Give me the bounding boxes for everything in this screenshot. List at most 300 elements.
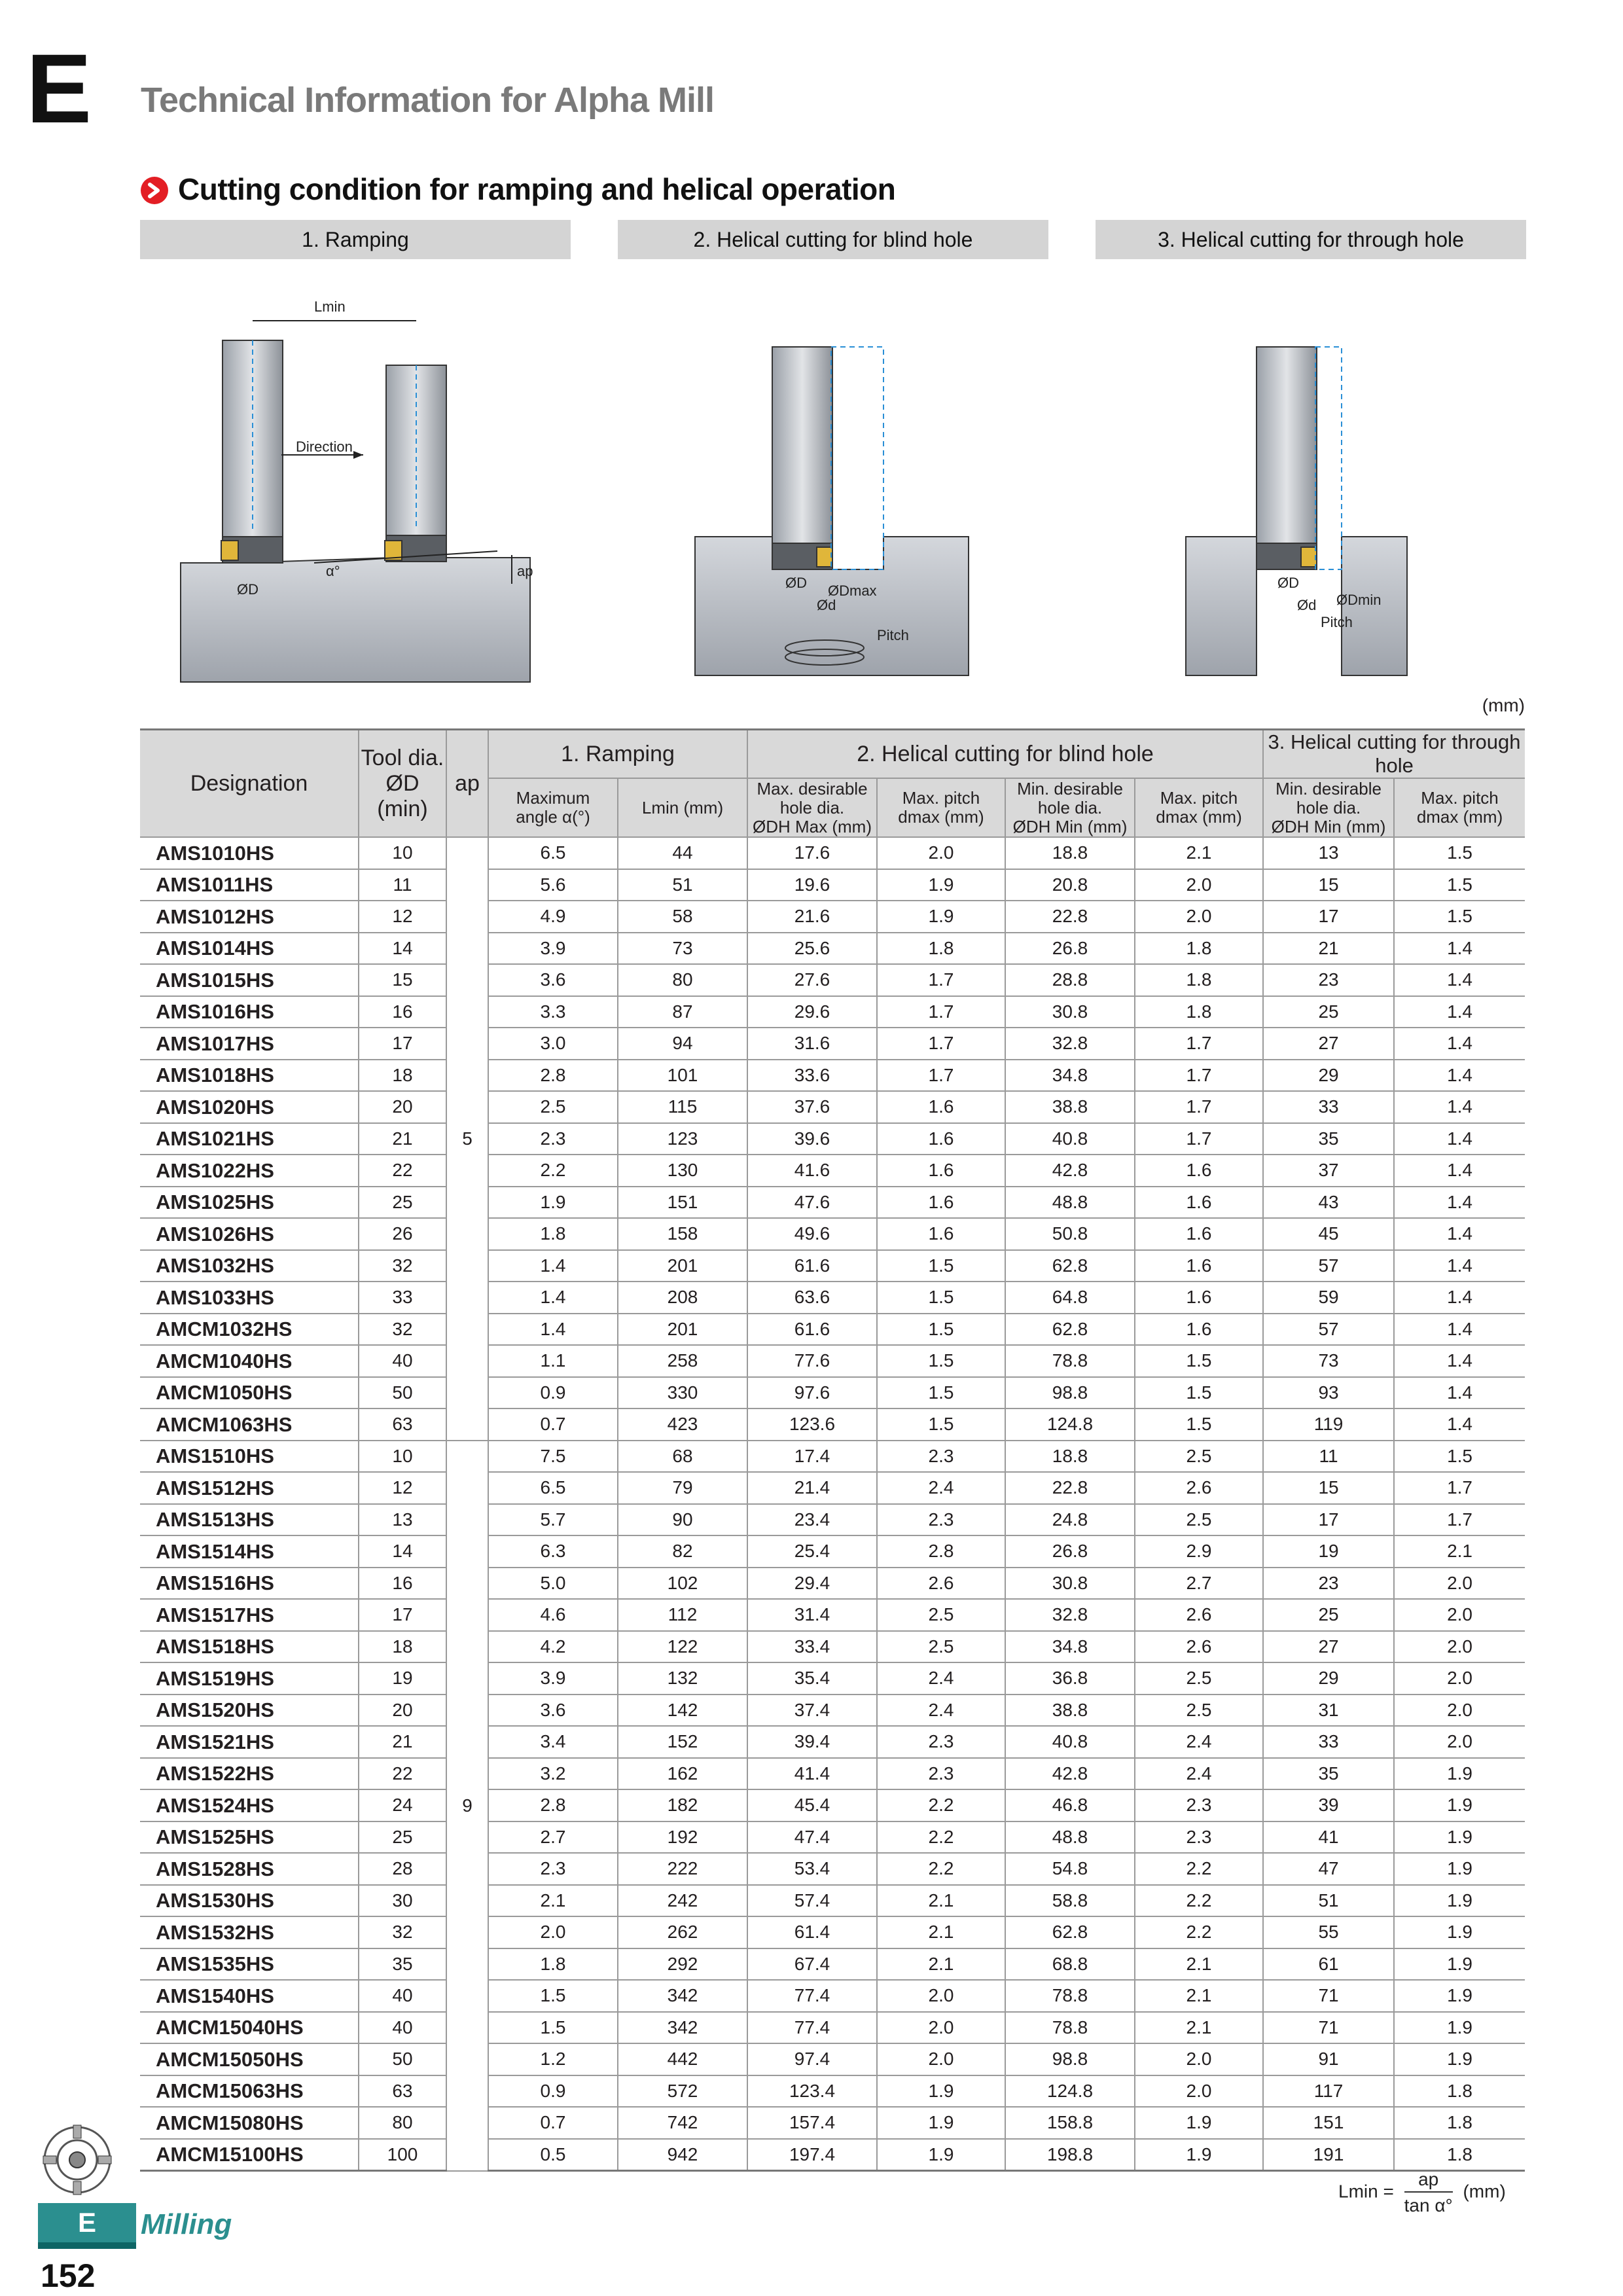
cell-blind-min-dia: 40.8: [1005, 1726, 1135, 1758]
cell-blind-pitch: 1.5: [877, 1250, 1005, 1282]
cell-through-pitch: 1.4: [1394, 1123, 1525, 1155]
header-tool-dia: Tool dia. ØD (min): [359, 730, 446, 838]
cell-blind-max-dia: 39.4: [747, 1726, 877, 1758]
unit-label: (mm): [1482, 695, 1525, 715]
cell-through-pitch: 1.8: [1394, 2075, 1525, 2108]
cell-blind-min-dia: 62.8: [1005, 1314, 1135, 1346]
cell-blind-pitch-2: 2.1: [1135, 1948, 1263, 1981]
cell-blind-max-dia: 25.4: [747, 1535, 877, 1568]
cell-lmin: 262: [618, 1916, 747, 1948]
cell-blind-pitch: 2.0: [877, 2012, 1005, 2044]
cell-max-angle: 5.6: [488, 869, 618, 901]
cell-through-pitch: 1.9: [1394, 1885, 1525, 1917]
cell-max-angle: 2.3: [488, 1123, 618, 1155]
cell-blind-min-dia: 124.8: [1005, 2075, 1135, 2108]
table-row: [140, 1885, 1525, 1917]
cell-blind-pitch: 2.5: [877, 1631, 1005, 1663]
cell-blind-min-dia: 78.8: [1005, 1980, 1135, 2012]
cell-blind-min-dia: 62.8: [1005, 1916, 1135, 1948]
cell-through-pitch: 1.9: [1394, 1916, 1525, 1948]
cell-blind-max-dia: 25.6: [747, 933, 877, 965]
cell-blind-max-dia: 123.6: [747, 1408, 877, 1441]
footer-chapter-tab: E: [38, 2203, 136, 2242]
cell-designation: AMCM15080HS: [140, 2107, 359, 2139]
cell-blind-min-dia: 46.8: [1005, 1789, 1135, 1821]
cell-lmin: 292: [618, 1948, 747, 1981]
cell-blind-max-dia: 23.4: [747, 1504, 877, 1536]
table-row: [140, 2012, 1525, 2044]
cell-blind-pitch-2: 2.0: [1135, 869, 1263, 901]
cell-blind-pitch: 1.5: [877, 1314, 1005, 1346]
cell-tool-dia: 63: [359, 2075, 446, 2108]
table-row: [140, 1441, 1525, 1473]
cell-max-angle: 3.4: [488, 1726, 618, 1758]
cell-through-min-dia: 61: [1263, 1948, 1394, 1981]
cell-through-pitch: 1.4: [1394, 1091, 1525, 1123]
table-row: [140, 1472, 1525, 1504]
header-ap: ap: [446, 730, 488, 838]
cell-through-min-dia: 25: [1263, 1599, 1394, 1631]
cell-designation: AMS1519HS: [140, 1662, 359, 1695]
header-group-through: 3. Helical cutting for through hole: [1263, 730, 1525, 779]
cell-lmin: 68: [618, 1441, 747, 1473]
cell-blind-pitch-2: 2.6: [1135, 1472, 1263, 1504]
cell-lmin: 242: [618, 1885, 747, 1917]
cell-blind-pitch: 1.9: [877, 2107, 1005, 2139]
cell-designation: AMS1021HS: [140, 1123, 359, 1155]
cell-ap: 9: [446, 1441, 488, 2171]
cell-blind-max-dia: 53.4: [747, 1853, 877, 1885]
cell-blind-min-dia: 64.8: [1005, 1282, 1135, 1314]
cell-blind-pitch-2: 1.7: [1135, 1060, 1263, 1092]
header-blind-min-dia: Min. desirable hole dia. ØDH Min (mm): [1005, 778, 1135, 837]
cell-through-min-dia: 33: [1263, 1091, 1394, 1123]
cell-max-angle: 5.0: [488, 1568, 618, 1600]
table-row: [140, 1028, 1525, 1060]
cell-blind-max-dia: 35.4: [747, 1662, 877, 1695]
cell-blind-pitch-2: 2.0: [1135, 2075, 1263, 2108]
cell-blind-max-dia: 157.4: [747, 2107, 877, 2139]
cell-max-angle: 1.9: [488, 1187, 618, 1219]
cell-blind-max-dia: 41.4: [747, 1758, 877, 1790]
cell-max-angle: 3.3: [488, 996, 618, 1028]
cell-lmin: 123: [618, 1123, 747, 1155]
table-row: [140, 1155, 1525, 1187]
cell-blind-max-dia: 31.4: [747, 1599, 877, 1631]
header-lmin: Lmin (mm): [618, 778, 747, 837]
header-blind-max-dia: Max. desirable hole dia. ØDH Max (mm): [747, 778, 877, 837]
cell-tool-dia: 25: [359, 1187, 446, 1219]
cell-blind-pitch: 1.7: [877, 1028, 1005, 1060]
cell-designation: AMS1514HS: [140, 1535, 359, 1568]
cell-designation: AMS1524HS: [140, 1789, 359, 1821]
cell-through-min-dia: 93: [1263, 1377, 1394, 1409]
cell-max-angle: 7.5: [488, 1441, 618, 1473]
cell-max-angle: 0.9: [488, 2075, 618, 2108]
cell-blind-min-dia: 34.8: [1005, 1631, 1135, 1663]
cell-through-pitch: 1.4: [1394, 1028, 1525, 1060]
table-row: [140, 1504, 1525, 1536]
cell-blind-min-dia: 124.8: [1005, 1408, 1135, 1441]
label-od-small: Ød: [1297, 597, 1317, 613]
cell-through-min-dia: 17: [1263, 901, 1394, 933]
cell-blind-max-dia: 61.6: [747, 1314, 877, 1346]
cell-blind-max-dia: 21.6: [747, 901, 877, 933]
cell-tool-dia: 21: [359, 1123, 446, 1155]
table-row: [140, 1980, 1525, 2012]
cell-tool-dia: 24: [359, 1789, 446, 1821]
cell-blind-min-dia: 42.8: [1005, 1758, 1135, 1790]
cell-blind-pitch: 1.5: [877, 1377, 1005, 1409]
cell-blind-pitch: 1.7: [877, 996, 1005, 1028]
cell-max-angle: 3.6: [488, 1695, 618, 1727]
cell-blind-min-dia: 78.8: [1005, 1345, 1135, 1377]
cell-through-pitch: 1.5: [1394, 1441, 1525, 1473]
cell-max-angle: 2.8: [488, 1060, 618, 1092]
cell-blind-max-dia: 21.4: [747, 1472, 877, 1504]
cell-lmin: 112: [618, 1599, 747, 1631]
cell-through-min-dia: 191: [1263, 2139, 1394, 2171]
cell-tool-dia: 12: [359, 901, 446, 933]
cell-tool-dia: 10: [359, 1441, 446, 1473]
cell-blind-pitch: 2.4: [877, 1695, 1005, 1727]
cell-tool-dia: 10: [359, 837, 446, 869]
cell-blind-pitch-2: 2.5: [1135, 1441, 1263, 1473]
cell-through-min-dia: 51: [1263, 1885, 1394, 1917]
table-row: [140, 1662, 1525, 1695]
cell-designation: AMS1032HS: [140, 1250, 359, 1282]
cell-max-angle: 5.7: [488, 1504, 618, 1536]
cell-blind-min-dia: 42.8: [1005, 1155, 1135, 1187]
cell-blind-min-dia: 28.8: [1005, 964, 1135, 996]
cell-through-pitch: 1.4: [1394, 1408, 1525, 1441]
cell-max-angle: 6.3: [488, 1535, 618, 1568]
cell-through-min-dia: 23: [1263, 964, 1394, 996]
cell-blind-min-dia: 34.8: [1005, 1060, 1135, 1092]
cell-blind-min-dia: 20.8: [1005, 869, 1135, 901]
table-row: [140, 2139, 1525, 2171]
cell-through-pitch: 1.9: [1394, 1948, 1525, 1981]
cell-through-min-dia: 29: [1263, 1060, 1394, 1092]
cell-tool-dia: 17: [359, 1599, 446, 1631]
cell-blind-min-dia: 30.8: [1005, 996, 1135, 1028]
cell-blind-pitch: 2.1: [877, 1885, 1005, 1917]
cell-blind-min-dia: 30.8: [1005, 1568, 1135, 1600]
header-through-pitch: Max. pitch dmax (mm): [1394, 778, 1525, 837]
label-pitch: Pitch: [1321, 614, 1353, 630]
cell-blind-pitch-2: 2.0: [1135, 901, 1263, 933]
cell-tool-dia: 30: [359, 1885, 446, 1917]
cell-blind-pitch: 1.6: [877, 1091, 1005, 1123]
cell-tool-dia: 13: [359, 1504, 446, 1536]
cell-blind-pitch: 2.2: [877, 1821, 1005, 1854]
cell-max-angle: 1.8: [488, 1218, 618, 1250]
cutter-icon: [38, 2124, 116, 2196]
table-row: [140, 1091, 1525, 1123]
cell-through-pitch: 2.1: [1394, 1535, 1525, 1568]
cell-max-angle: 3.0: [488, 1028, 618, 1060]
cell-through-min-dia: 45: [1263, 1218, 1394, 1250]
cell-max-angle: 1.4: [488, 1282, 618, 1314]
cell-blind-pitch-2: 2.5: [1135, 1695, 1263, 1727]
header-through-min-dia: Min. desirable hole dia. ØDH Min (mm): [1263, 778, 1394, 837]
cell-blind-pitch-2: 2.9: [1135, 1535, 1263, 1568]
cell-designation: AMS1512HS: [140, 1472, 359, 1504]
cell-through-pitch: 1.4: [1394, 964, 1525, 996]
cell-blind-pitch: 1.7: [877, 1060, 1005, 1092]
cell-designation: AMS1510HS: [140, 1441, 359, 1473]
cell-lmin: 130: [618, 1155, 747, 1187]
cell-blind-pitch: 1.5: [877, 1408, 1005, 1441]
cell-blind-min-dia: 32.8: [1005, 1028, 1135, 1060]
cell-blind-pitch-2: 1.8: [1135, 996, 1263, 1028]
table-row: [140, 837, 1525, 869]
cell-blind-pitch-2: 1.6: [1135, 1218, 1263, 1250]
cell-tool-dia: 63: [359, 1408, 446, 1441]
cell-blind-pitch-2: 2.1: [1135, 837, 1263, 869]
cell-max-angle: 1.2: [488, 2043, 618, 2075]
cell-blind-pitch: 2.5: [877, 1599, 1005, 1631]
cell-through-pitch: 1.9: [1394, 1758, 1525, 1790]
cell-lmin: 423: [618, 1408, 747, 1441]
cell-blind-pitch-2: 2.6: [1135, 1631, 1263, 1663]
header-max-angle: Maximum angle α(°): [488, 778, 618, 837]
cell-through-pitch: 1.9: [1394, 2012, 1525, 2044]
cell-blind-min-dia: 198.8: [1005, 2139, 1135, 2171]
cell-blind-min-dia: 18.8: [1005, 837, 1135, 869]
cell-lmin: 102: [618, 1568, 747, 1600]
cell-lmin: 80: [618, 964, 747, 996]
cell-blind-pitch: 2.3: [877, 1758, 1005, 1790]
cell-designation: AMS1018HS: [140, 1060, 359, 1092]
cutting-condition-table: [140, 728, 1525, 2172]
cell-through-pitch: 1.9: [1394, 1821, 1525, 1854]
cell-blind-pitch: 2.0: [877, 1980, 1005, 2012]
cell-through-pitch: 1.4: [1394, 1250, 1525, 1282]
cell-max-angle: 0.7: [488, 1408, 618, 1441]
cell-through-pitch: 1.9: [1394, 1980, 1525, 2012]
cell-blind-pitch: 1.5: [877, 1345, 1005, 1377]
cell-tool-dia: 32: [359, 1314, 446, 1346]
cell-tool-dia: 19: [359, 1662, 446, 1695]
cell-blind-pitch-2: 1.5: [1135, 1345, 1263, 1377]
cell-designation: AMCM1050HS: [140, 1377, 359, 1409]
cell-blind-pitch: 2.1: [877, 1948, 1005, 1981]
cell-blind-pitch: 1.8: [877, 933, 1005, 965]
table-row: [140, 1250, 1525, 1282]
table-row: [140, 1726, 1525, 1758]
cell-blind-min-dia: 22.8: [1005, 901, 1135, 933]
table-row: [140, 2043, 1525, 2075]
cell-tool-dia: 14: [359, 1535, 446, 1568]
cell-max-angle: 2.7: [488, 1821, 618, 1854]
label-direction: Direction: [296, 439, 353, 455]
table-row: [140, 1695, 1525, 1727]
table-row: [140, 1187, 1525, 1219]
cell-through-pitch: 1.5: [1394, 901, 1525, 933]
cell-through-min-dia: 47: [1263, 1853, 1394, 1885]
cell-through-min-dia: 11: [1263, 1441, 1394, 1473]
header-blind-pitch: Max. pitch dmax (mm): [877, 778, 1005, 837]
cell-tool-dia: 20: [359, 1091, 446, 1123]
cell-lmin: 162: [618, 1758, 747, 1790]
cell-through-pitch: 1.5: [1394, 837, 1525, 869]
cell-through-min-dia: 13: [1263, 837, 1394, 869]
cell-blind-pitch-2: 1.6: [1135, 1155, 1263, 1187]
cell-blind-pitch-2: 2.1: [1135, 1980, 1263, 2012]
table-row: [140, 1599, 1525, 1631]
cell-max-angle: 0.7: [488, 2107, 618, 2139]
cell-blind-pitch-2: 1.6: [1135, 1314, 1263, 1346]
cell-blind-pitch: 2.4: [877, 1472, 1005, 1504]
cell-tool-dia: 35: [359, 1948, 446, 1981]
cell-through-min-dia: 55: [1263, 1916, 1394, 1948]
cell-max-angle: 4.9: [488, 901, 618, 933]
cell-max-angle: 1.1: [488, 1345, 618, 1377]
cell-through-pitch: 1.4: [1394, 933, 1525, 965]
lmin-formula: [1338, 2169, 1506, 2216]
cell-designation: AMS1025HS: [140, 1187, 359, 1219]
cell-lmin: 58: [618, 901, 747, 933]
cell-blind-pitch-2: 1.7: [1135, 1028, 1263, 1060]
formula-denominator: tan α°: [1404, 2195, 1453, 2215]
cell-lmin: 101: [618, 1060, 747, 1092]
cell-tool-dia: 100: [359, 2139, 446, 2171]
cell-lmin: 192: [618, 1821, 747, 1854]
cell-blind-max-dia: 27.6: [747, 964, 877, 996]
cell-through-min-dia: 117: [1263, 2075, 1394, 2108]
cell-lmin: 442: [618, 2043, 747, 2075]
table-row: [140, 1631, 1525, 1663]
table-row: [140, 1916, 1525, 1948]
cell-blind-pitch-2: 2.0: [1135, 2043, 1263, 2075]
cell-blind-min-dia: 48.8: [1005, 1187, 1135, 1219]
cell-blind-min-dia: 58.8: [1005, 1885, 1135, 1917]
cell-lmin: 90: [618, 1504, 747, 1536]
cell-through-min-dia: 41: [1263, 1821, 1394, 1854]
cell-tool-dia: 50: [359, 2043, 446, 2075]
cell-blind-pitch: 2.3: [877, 1504, 1005, 1536]
label-od: ØD: [237, 581, 259, 598]
cell-through-pitch: 1.8: [1394, 2139, 1525, 2171]
cell-blind-pitch: 2.0: [877, 2043, 1005, 2075]
cell-designation: AMS1016HS: [140, 996, 359, 1028]
cell-lmin: 142: [618, 1695, 747, 1727]
cell-blind-pitch: 1.9: [877, 2139, 1005, 2171]
cell-max-angle: 6.5: [488, 837, 618, 869]
cell-designation: AMS1532HS: [140, 1916, 359, 1948]
cell-designation: AMS1540HS: [140, 1980, 359, 2012]
section-title: Cutting condition for ramping and helical operation: [178, 172, 896, 206]
cell-blind-min-dia: 36.8: [1005, 1662, 1135, 1695]
cell-blind-pitch: 2.6: [877, 1568, 1005, 1600]
through-hole-diagram: [1185, 340, 1433, 687]
cell-blind-pitch: 1.5: [877, 1282, 1005, 1314]
cell-through-min-dia: 27: [1263, 1028, 1394, 1060]
cell-designation: AMS1026HS: [140, 1218, 359, 1250]
cell-through-min-dia: 31: [1263, 1695, 1394, 1727]
cell-lmin: 44: [618, 837, 747, 869]
cell-blind-pitch: 1.6: [877, 1123, 1005, 1155]
cell-through-min-dia: 19: [1263, 1535, 1394, 1568]
cell-blind-pitch: 2.8: [877, 1535, 1005, 1568]
cell-lmin: 94: [618, 1028, 747, 1060]
cell-through-min-dia: 33: [1263, 1726, 1394, 1758]
cell-blind-max-dia: 61.6: [747, 1250, 877, 1282]
table-row: [140, 964, 1525, 996]
cell-through-min-dia: 71: [1263, 1980, 1394, 2012]
cell-lmin: 158: [618, 1218, 747, 1250]
cell-blind-pitch: 1.7: [877, 964, 1005, 996]
header-group-blind: 2. Helical cutting for blind hole: [747, 730, 1263, 779]
header-designation: Designation: [140, 730, 359, 838]
cell-blind-max-dia: 67.4: [747, 1948, 877, 1981]
cell-tool-dia: 80: [359, 2107, 446, 2139]
table-row: [140, 1282, 1525, 1314]
cell-blind-max-dia: 37.4: [747, 1695, 877, 1727]
cell-tool-dia: 11: [359, 869, 446, 901]
cell-blind-max-dia: 57.4: [747, 1885, 877, 1917]
cell-max-angle: 2.3: [488, 1853, 618, 1885]
cell-lmin: 115: [618, 1091, 747, 1123]
cell-blind-pitch: 2.3: [877, 1441, 1005, 1473]
header-blind-pitch-2: Max. pitch dmax (mm): [1135, 778, 1263, 837]
footer-tab-bar: [38, 2242, 136, 2249]
cell-lmin: 942: [618, 2139, 747, 2171]
cell-tool-dia: 16: [359, 996, 446, 1028]
cell-designation: AMS1017HS: [140, 1028, 359, 1060]
label-alpha: α°: [326, 563, 340, 579]
cell-blind-max-dia: 19.6: [747, 869, 877, 901]
cell-through-pitch: 1.4: [1394, 1314, 1525, 1346]
cell-blind-min-dia: 50.8: [1005, 1218, 1135, 1250]
cell-blind-max-dia: 49.6: [747, 1218, 877, 1250]
cell-tool-dia: 21: [359, 1726, 446, 1758]
cell-blind-min-dia: 24.8: [1005, 1504, 1135, 1536]
cell-blind-pitch: 2.2: [877, 1853, 1005, 1885]
table-row: [140, 1853, 1525, 1885]
cell-through-pitch: 1.7: [1394, 1472, 1525, 1504]
cell-blind-max-dia: 47.6: [747, 1187, 877, 1219]
cell-blind-pitch-2: 1.6: [1135, 1250, 1263, 1282]
cell-blind-pitch: 1.6: [877, 1218, 1005, 1250]
cell-through-pitch: 2.0: [1394, 1599, 1525, 1631]
cell-tool-dia: 22: [359, 1758, 446, 1790]
cell-through-min-dia: 25: [1263, 996, 1394, 1028]
cell-through-min-dia: 29: [1263, 1662, 1394, 1695]
cell-blind-min-dia: 98.8: [1005, 2043, 1135, 2075]
cell-through-pitch: 1.4: [1394, 1377, 1525, 1409]
cell-through-min-dia: 27: [1263, 1631, 1394, 1663]
cell-through-min-dia: 15: [1263, 1472, 1394, 1504]
cell-designation: AMS1518HS: [140, 1631, 359, 1663]
cell-through-pitch: 1.5: [1394, 869, 1525, 901]
cell-lmin: 182: [618, 1789, 747, 1821]
formula-lhs: Lmin =: [1338, 2181, 1394, 2202]
cell-blind-min-dia: 158.8: [1005, 2107, 1135, 2139]
cell-through-min-dia: 21: [1263, 933, 1394, 965]
cell-through-pitch: 2.0: [1394, 1662, 1525, 1695]
table-row: [140, 2107, 1525, 2139]
cell-max-angle: 3.2: [488, 1758, 618, 1790]
cell-designation: AMS1010HS: [140, 837, 359, 869]
method-blind-hole: 2. Helical cutting for blind hole: [618, 220, 1048, 259]
label-od-small: Ød: [817, 597, 836, 613]
cell-lmin: 82: [618, 1535, 747, 1568]
cell-tool-dia: 22: [359, 1155, 446, 1187]
cell-blind-pitch-2: 2.3: [1135, 1789, 1263, 1821]
cell-designation: AMS1517HS: [140, 1599, 359, 1631]
